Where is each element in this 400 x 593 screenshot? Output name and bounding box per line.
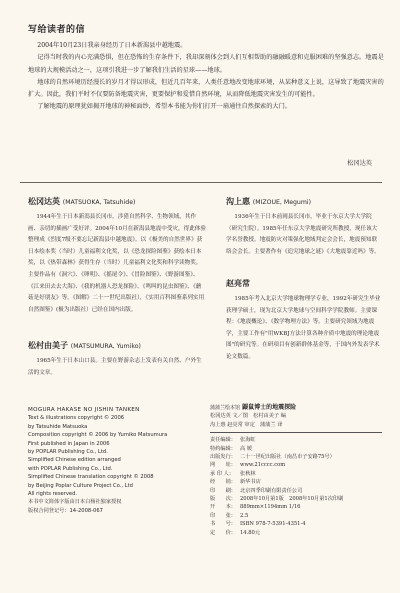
info-value: 张秋林: [240, 470, 256, 477]
info-value: 889mm×1194mm 1/16: [240, 504, 301, 511]
copyright-line: 本书中文简体字版由日本白杨社独家授权: [28, 499, 122, 506]
authors-line: 松冈达英 文／图 松村由美子 编: [210, 413, 286, 420]
info-key: 印 张：: [210, 512, 236, 519]
info-row: [210, 503, 382, 511]
bio-romaji: (MATSUOKA, Tatsuhide): [62, 199, 136, 206]
copyright-line: All rights reserved.: [28, 491, 78, 498]
info-value: 新华书店: [240, 479, 261, 486]
publication-info-block: [210, 404, 382, 537]
info-value: www.21cccc.com: [240, 462, 286, 469]
copyright-line: Simplified Chinese edition arranged: [28, 457, 121, 464]
series-title: [210, 404, 382, 412]
info-row: [210, 445, 382, 453]
info-value: 张海虹: [240, 437, 256, 444]
bio-name-text: 赵亮常: [226, 278, 250, 288]
info-row: [210, 470, 382, 478]
letter-body: [28, 40, 384, 114]
copyright-line: Composition copyright © 2006 by Yumiko Matsumura: [28, 432, 168, 439]
info-value: 2008年10月第1版 2008年10月第1次印刷: [240, 496, 344, 503]
copyright-line: by Beijing Poplar Culture Project Co., Ltd: [28, 482, 133, 489]
info-key: 书 号：: [210, 521, 236, 528]
bio-name-text: 松村由美子: [28, 340, 68, 350]
info-key: 承 印 人：: [210, 470, 235, 477]
bio-name-text: 沟上惠: [226, 196, 250, 206]
info-divider: [210, 432, 382, 433]
bio-text-matsuoka: 1944年生于日本新潟县长冈市，涉猎自然科学、生物领域，其作画、亲切的插画广受好评。2004年10月在新潟县地震中受灾，得此体验整理成《烈度7级不要忘记新潟县中越地震》。以《极美的自然世界》获日本绘本奖（当时）儿童福利文化奖，以《恐龙探险图鉴》获绘本日本奖，以《热带森林》获得生存（当时）儿童福利文化奖和科学读物奖。主要作品有《洞穴》、《卵明》、《摇尾令》、《冒险图鉴》、《野游图鉴》、《江来田去去大海》、《我的机器人恐龙探险》、《鸣叫的昆虫图鉴》、《蘑菇是好朋友》等。《图解》二十一世纪出版社），《实用百科图鉴系列实用自然图鉴》(极为出版社）已经在国内出版。: [28, 214, 206, 313]
bio-name-matsuoka: [28, 196, 135, 207]
info-row: [210, 487, 382, 495]
series-name: 蒲蒲兰绘本馆: [210, 405, 241, 411]
bio-romaji: (MIZOUE, Megumi): [252, 199, 312, 206]
info-key: 责任编辑：: [210, 437, 236, 444]
info-row: [210, 512, 382, 520]
info-key: 网 址：: [210, 462, 236, 469]
bio-text-matsumura: 1965年生于日本山口县。主要在野游杂志上发表有关自然、户外生活的文章。: [28, 358, 202, 376]
info-row: [210, 529, 382, 537]
letter-paragraph: 记得当时我的内心充满恐惧，但在恐怖的生存条件下，我却深刻体会到人们互相帮助的融融暖意和克服困难的坚强意志。地震是地球的大规模活动之一，这项引我进一步了解我们生活的星球——地球。: [28, 54, 384, 74]
info-row: [210, 453, 382, 461]
info-row: [210, 436, 382, 444]
letter-title: 写给读者的信: [28, 25, 86, 35]
copyright-line: 版权合同登记号：14-2008-067: [28, 507, 103, 514]
info-key: 版 次：: [210, 496, 236, 503]
letter-signature: 松冈达英: [347, 160, 372, 167]
reviewers-line: 沟上惠 赵亮常 审定 蒲蒲兰 译: [210, 421, 283, 428]
info-value: ISBN 978-7-5391-4351-4: [240, 521, 306, 528]
info-value: 北京四季印刷有限责任公司: [240, 487, 303, 494]
copyright-line: with POPLAR Publishing Co., Ltd.: [28, 465, 113, 472]
copyright-line: Simplified Chinese translation copyright © 2008: [28, 474, 154, 481]
info-row: [210, 461, 382, 469]
bio-text-zhao: 1985年考入北京大学地球物理学专业，1992年研究生毕业获理学硕士，现为北京大学地球与空间科学学院教师。主要课程：《地震概论》、《数学物理方法》等。主要研究领域为地震学，主要工作有"用WKBJ方法计算各种介质中地震的理论地震图"的研究等。在研项目有创新群体基金等，于国内外发表学术论文数篇。: [226, 296, 381, 360]
info-rows: [210, 436, 382, 537]
info-key: 特约编辑：: [210, 445, 236, 452]
info-value: 高 媛: [240, 445, 253, 452]
section-divider: [20, 182, 382, 183]
copyright-line: by Tatsuhide Matsuoka: [28, 423, 88, 430]
copyright-line: by POPLAR Publishing Co., Ltd.: [28, 449, 108, 456]
bio-name-zhao: [226, 278, 250, 289]
letter-paragraph: 了解地震的原理犹如揭开地球的神秘面纱，希望本书能为你们打开一扇通往自然探索的大门。: [37, 103, 291, 111]
copyright-block: [28, 406, 208, 515]
info-row: [210, 520, 382, 528]
letter-paragraph: 2004年10月23日我亲身经历了日本新潟县中越地震。: [37, 42, 187, 49]
copyright-line: First published in Japan in 2006: [28, 440, 110, 447]
info-row: [210, 478, 382, 486]
book-title: 鼹鼠博士的地震探险: [242, 404, 297, 411]
info-value: 2.5: [240, 512, 249, 519]
bio-name-mizoue: [226, 196, 311, 207]
info-key: 印 刷：: [210, 487, 236, 494]
info-value: 14.80元: [240, 529, 261, 536]
info-value: 二十一世纪出版社（南昌市子安路75号）: [240, 454, 335, 461]
letter-paragraph: 地球的自然环境历经漫长的岁月才得以形成，但近几百年来，人类任意地改变地球环境，从某种意义上说，这导致了地震灾害的扩大。因此，我们平时不仅要防备地震灾害，更要保护和爱惜自然环境，从而降低地震灾害发生的可能性。: [28, 78, 384, 99]
bio-name-text: 松冈达英: [28, 196, 60, 206]
info-key: 定 价：: [210, 529, 236, 536]
info-key: 经 销：: [210, 479, 236, 486]
bio-romaji: (MATSUMURA, Yumiko): [70, 343, 141, 350]
copyright-line: Text & illustrations copyright © 2006: [28, 415, 125, 422]
bio-name-matsumura: [28, 340, 141, 351]
info-row: [210, 495, 382, 503]
bio-text-mizoue: 1936年生于日本前岡县长冈市，毕业于东京大学大学院（研究生院）。1985年任东京大学地震研究所教授，现任该大学名誉教授。地震防灾对策强化地域判定会会长，地震预知联络会会长。主要著作有《追究地球之谜》《大地震靠近吗》等。: [226, 214, 380, 255]
info-key: 开 本：: [210, 504, 236, 511]
info-key: 出版发行：: [210, 454, 236, 461]
copyright-line: MOGURA HAKASE NO JISHIN TANKEN: [28, 407, 140, 413]
